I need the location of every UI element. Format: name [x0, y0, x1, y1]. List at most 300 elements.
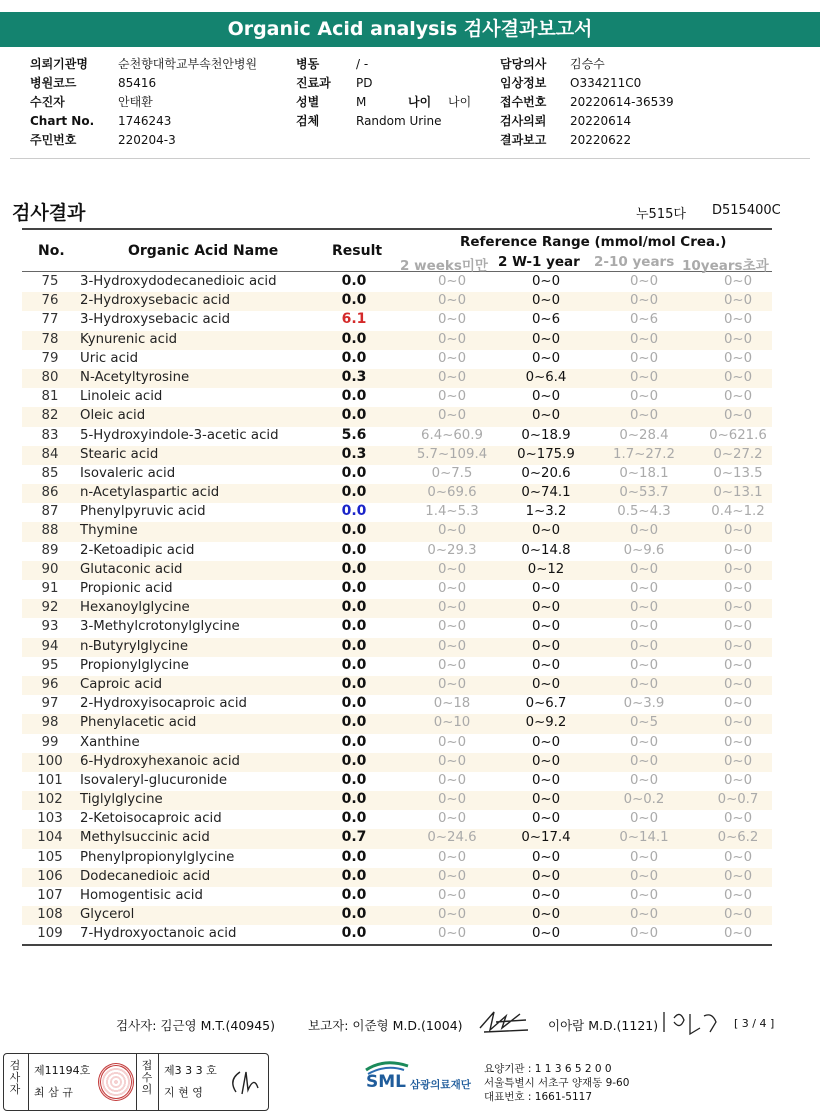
info-row: [296, 112, 471, 131]
cell-ref-2w-1y: 0~74.1: [521, 485, 571, 501]
cell-ref-2w-1y: 0~0: [531, 907, 561, 923]
cell-ref-2weeks: 0~0: [437, 868, 467, 884]
cell-ref-2-10y: 0~0: [629, 581, 659, 596]
cell-ref-over10y: 0~0: [723, 542, 753, 558]
cell-ref-2-10y: 0~0: [629, 331, 659, 347]
cell-no: 105: [37, 849, 63, 865]
cell-ref-2w-1y: 0~0: [531, 581, 561, 596]
cell-no: 80: [41, 369, 59, 385]
cell-no: 83: [41, 427, 59, 443]
cell-ref-2w-1y: 1~3.2: [525, 504, 567, 520]
cell-result: 0.0: [341, 522, 367, 539]
cell-name: Phenylpyruvic acid: [80, 504, 206, 520]
cell-name: 5-Hydroxyindole-3-acetic acid: [80, 427, 279, 443]
cell-name: N-Acetyltyrosine: [80, 369, 190, 385]
table-row: [22, 311, 772, 330]
cell-result: 0.0: [341, 464, 367, 481]
cell-ref-2weeks: 0~0: [437, 293, 467, 309]
cell-ref-2-10y: 0~0: [629, 868, 659, 884]
table-row: [22, 734, 772, 753]
cell-name: Stearic acid: [80, 446, 159, 462]
table-row: [22, 273, 772, 292]
table-row: [22, 484, 772, 503]
cell-ref-over10y: 0~0: [723, 772, 753, 788]
cell-result: 0.0: [341, 752, 367, 769]
cell-name: Linoleic acid: [80, 389, 163, 405]
cell-result: 0.7: [341, 829, 367, 846]
cell-result: 0.0: [341, 791, 367, 808]
cell-ref-2-10y: 0~0: [629, 926, 659, 942]
cell-ref-2w-1y: 0~14.8: [521, 542, 571, 558]
cell-result: 0.0: [341, 656, 367, 673]
cell-ref-2weeks: 0~0: [437, 926, 467, 942]
table-row: [22, 657, 772, 676]
cell-ref-over10y: 0~0: [723, 696, 753, 712]
cell-name: Methylsuccinic acid: [80, 830, 210, 846]
cell-ref-2w-1y: 0~0: [531, 350, 561, 366]
cell-ref-2w-1y: 0~0: [531, 849, 561, 865]
license-number: 제11194호: [34, 1064, 91, 1077]
cell-result: 0.0: [341, 925, 367, 942]
info-row: [296, 74, 471, 93]
cell-name: 3-Hydroxydodecanedioic acid: [80, 274, 277, 289]
info-label: 접수번호: [500, 95, 547, 109]
cell-ref-2w-1y: 0~0: [531, 638, 561, 654]
cell-ref-2weeks: 0~0: [437, 389, 467, 405]
cell-name: 2-Ketoisocaproic acid: [80, 811, 222, 827]
cell-name: Xanthine: [80, 734, 140, 750]
info-row: [296, 55, 471, 74]
info-row: [500, 112, 674, 131]
cell-no: 86: [41, 485, 59, 501]
cell-ref-2weeks: 0~69.6: [427, 485, 477, 501]
cell-result: 0.0: [341, 541, 367, 558]
cell-ref-2weeks: 0~0: [437, 312, 467, 328]
info-label: 결과보고: [500, 133, 547, 147]
footer-vertical-label: 접수의: [141, 1059, 153, 1096]
cell-result: 0.0: [341, 388, 367, 405]
cell-ref-over10y: 0~0: [723, 657, 753, 673]
cell-result: 0.0: [341, 887, 367, 903]
cell-ref-2w-1y: 0~0: [531, 792, 561, 808]
official-seal-icon: [98, 1063, 134, 1101]
table-row: [22, 695, 772, 714]
cell-ref-2-10y: 0~53.7: [619, 485, 669, 501]
cell-ref-over10y: 0~0.7: [717, 792, 759, 808]
info-label: Chart No.: [30, 114, 95, 128]
table-row: [22, 906, 772, 925]
cell-ref-2weeks: 0~0: [437, 811, 467, 827]
reporter-signature: 보고자: 이준형 M.D.(1004): [308, 1018, 463, 1033]
cell-ref-2weeks: 0~0: [437, 849, 467, 865]
cell-name: n-Butyrylglycine: [80, 638, 189, 654]
cell-ref-2w-1y: 0~18.9: [521, 427, 571, 443]
cell-ref-2weeks: 0~0: [437, 772, 467, 788]
cell-name: Phenylacetic acid: [80, 715, 197, 731]
cell-name: Propionylglycine: [80, 657, 189, 673]
cell-ref-2-10y: 0~0: [629, 350, 659, 366]
cell-name: Glycerol: [80, 907, 135, 923]
cell-ref-over10y: 0~0: [723, 926, 753, 942]
cell-ref-2-10y: 0~18.1: [619, 465, 669, 481]
info-row: [30, 93, 257, 112]
cell-ref-2w-1y: 0~0: [531, 868, 561, 884]
cell-ref-over10y: 0~0: [723, 369, 753, 385]
table-bottom-rule: [22, 944, 772, 946]
cell-result: 0.0: [341, 637, 367, 654]
section-title: 검사결과: [12, 202, 86, 224]
cell-ref-2weeks: 5.7~109.4: [416, 446, 488, 462]
cell-result: 0.0: [341, 695, 367, 712]
cell-no: 95: [41, 657, 59, 673]
cell-ref-2weeks: 0~0: [437, 753, 467, 769]
cell-ref-2w-1y: 0~6.7: [525, 696, 567, 712]
logo-text: SML: [366, 1072, 406, 1092]
cell-ref-over10y: 0~0: [723, 331, 753, 347]
info-label: 주민번호: [30, 133, 77, 147]
table-row: [22, 887, 772, 906]
table-row: [22, 522, 772, 541]
info-value: 김승수: [570, 57, 605, 71]
cell-ref-2weeks: 6.4~60.9: [421, 427, 483, 443]
cell-ref-2w-1y: 0~0: [531, 408, 561, 424]
info-row: [30, 74, 257, 93]
info-label: 성별: [296, 95, 320, 109]
cell-ref-over10y: 0~0: [723, 868, 753, 884]
info-value: 85416: [118, 76, 157, 90]
cell-ref-over10y: 0~0: [723, 811, 753, 827]
cell-ref-2-10y: 0~0: [629, 600, 659, 616]
cell-ref-2w-1y: 0~0: [531, 389, 561, 405]
cell-name: 2-Ketoadipic acid: [80, 542, 195, 558]
table-row: [22, 292, 772, 311]
cell-no: 103: [37, 811, 63, 827]
cell-no: 93: [41, 619, 59, 635]
cell-ref-2w-1y: 0~0: [531, 753, 561, 769]
table-row: [22, 829, 772, 848]
info-row: [500, 93, 674, 112]
info-label: 수진자: [30, 95, 65, 109]
cell-no: 91: [41, 581, 59, 596]
info-label: 병동: [296, 57, 320, 71]
cell-name: Dodecanedioic acid: [80, 868, 211, 884]
cell-ref-2-10y: 0~0: [629, 753, 659, 769]
signature-scribble-icon: [226, 1066, 262, 1100]
cell-ref-2w-1y: 0~6: [531, 312, 561, 328]
cell-ref-2weeks: 0~18: [433, 696, 471, 712]
cell-ref-2w-1y: 0~0: [531, 600, 561, 616]
info-label: 의뢰기관명: [30, 57, 88, 71]
info-label: 임상정보: [500, 76, 547, 90]
cell-ref-over10y: 0~0: [723, 274, 753, 289]
cell-no: 87: [41, 504, 59, 520]
cell-ref-2w-1y: 0~0: [531, 926, 561, 942]
cell-result: 6.1: [341, 311, 367, 328]
divider: [136, 1054, 137, 1110]
header-reference: Reference Range (mmol/mol Crea.): [460, 234, 727, 250]
table-row: [22, 503, 772, 522]
cell-result: 0.0: [341, 599, 367, 616]
results-table: [22, 273, 772, 945]
cell-ref-over10y: 0~0: [723, 581, 753, 596]
table-row: [22, 849, 772, 868]
table-row: [22, 772, 772, 791]
cell-ref-2weeks: 0~0: [437, 408, 467, 424]
org-name: 삼광의료재단: [410, 1079, 471, 1091]
cell-result: 0.0: [341, 580, 367, 596]
cell-no: 107: [37, 888, 63, 903]
info-value: 안태환: [118, 95, 153, 109]
cell-no: 96: [41, 676, 59, 692]
divider: [10, 158, 810, 159]
divider: [158, 1054, 159, 1110]
license-name: 최 삼 규: [34, 1086, 73, 1099]
cell-ref-over10y: 0~0: [723, 523, 753, 539]
cell-ref-2-10y: 0~0: [629, 638, 659, 654]
report-title: Organic Acid analysis 검사결과보고서: [0, 12, 820, 47]
cell-ref-2-10y: 0~0: [629, 888, 659, 903]
cell-name: 2-Hydroxyisocaproic acid: [80, 696, 247, 712]
info-value: 20220622: [570, 133, 632, 147]
cell-ref-2-10y: 0~5: [629, 715, 659, 731]
table-row: [22, 465, 772, 484]
license-number: 제3 3 3 호: [164, 1064, 217, 1077]
cell-no: 85: [41, 465, 59, 481]
cell-name: n-Acetylaspartic acid: [80, 485, 220, 501]
cell-ref-2-10y: 0.5~4.3: [617, 504, 671, 520]
cell-ref-2w-1y: 0~175.9: [517, 446, 575, 462]
info-label: 병원코드: [30, 76, 77, 90]
cell-ref-2-10y: 0~0: [629, 849, 659, 865]
cell-ref-over10y: 0~0: [723, 600, 753, 616]
cell-no: 79: [41, 350, 59, 366]
cell-ref-2-10y: 0~9.6: [623, 542, 665, 558]
cell-ref-2-10y: 1.7~27.2: [613, 446, 675, 462]
info-row: [500, 55, 674, 74]
table-row: [22, 638, 772, 657]
cell-ref-2weeks: 0~0: [437, 331, 467, 347]
cell-ref-over10y: 0~6.2: [717, 830, 759, 846]
cell-ref-2-10y: 0~6: [629, 312, 659, 328]
cell-name: Homogentisic acid: [80, 888, 203, 903]
sml-logo: [364, 1060, 480, 1100]
cell-ref-2w-1y: 0~0: [531, 657, 561, 673]
cell-no: 75: [41, 274, 59, 289]
cell-result: 0.0: [341, 349, 367, 366]
report-code: D515400C: [712, 203, 781, 218]
info-value: 20220614-36539: [570, 95, 674, 109]
table-row: [22, 388, 772, 407]
cell-ref-2-10y: 0~0: [629, 389, 659, 405]
cell-name: 2-Hydroxysebacic acid: [80, 293, 231, 309]
cell-ref-2-10y: 0~0: [629, 523, 659, 539]
table-row: [22, 331, 772, 350]
cell-result: 0.0: [341, 273, 367, 289]
cell-ref-over10y: 0.4~1.2: [711, 504, 765, 520]
cell-no: 108: [37, 907, 63, 923]
info-row: [500, 131, 674, 150]
cell-no: 104: [37, 830, 63, 846]
cell-ref-2w-1y: 0~9.2: [525, 715, 567, 731]
table-row: [22, 446, 772, 465]
table-row: [22, 350, 772, 369]
header-age-group: 2 weeks미만: [400, 258, 488, 274]
info-value: PD: [356, 76, 373, 90]
info-label: 담당의사: [500, 57, 547, 71]
cell-name: 7-Hydroxyoctanoic acid: [80, 926, 237, 942]
cell-result: 0.0: [341, 714, 367, 731]
cell-ref-2weeks: 0~0: [437, 638, 467, 654]
cell-no: 77: [41, 312, 59, 328]
cell-name: Uric acid: [80, 350, 139, 366]
header-name: Organic Acid Name: [128, 243, 279, 259]
cell-no: 89: [41, 542, 59, 558]
cell-ref-2weeks: 0~0: [437, 888, 467, 903]
table-row: [22, 676, 772, 695]
cell-no: 98: [41, 715, 59, 731]
age-value: 나이: [448, 95, 472, 109]
info-row: [296, 93, 471, 112]
cell-ref-2w-1y: 0~0: [531, 274, 561, 289]
cell-ref-over10y: 0~13.5: [713, 465, 763, 481]
cell-ref-2weeks: 0~0: [437, 907, 467, 923]
cell-ref-2weeks: 0~0: [437, 581, 467, 596]
info-value: 순천향대학교부속천안병원: [118, 57, 258, 71]
cell-ref-2w-1y: 0~0: [531, 293, 561, 309]
cell-name: 3-Methylcrotonylglycine: [80, 619, 240, 635]
info-column-1: [30, 55, 257, 150]
cell-no: 82: [41, 408, 59, 424]
cell-ref-2-10y: 0~0: [629, 369, 659, 385]
cell-no: 81: [41, 389, 59, 405]
info-label: 검체: [296, 114, 320, 128]
cell-ref-2weeks: 0~0: [437, 350, 467, 366]
report-code: 누515다: [636, 207, 686, 222]
cell-result: 0.0: [341, 867, 367, 884]
cell-ref-2-10y: 0~0: [629, 274, 659, 289]
cell-ref-2weeks: 0~0: [437, 600, 467, 616]
cell-name: Kynurenic acid: [80, 331, 178, 347]
cell-name: Isovaleryl-glucuronide: [80, 772, 228, 788]
header-age-group: 10years초과: [682, 258, 769, 274]
cell-ref-2-10y: 0~0: [629, 408, 659, 424]
cell-name: Glutaconic acid: [80, 561, 183, 577]
cell-ref-2w-1y: 0~0: [531, 331, 561, 347]
cell-result: 0.0: [341, 503, 367, 520]
info-value: / -: [356, 57, 369, 71]
table-row: [22, 561, 772, 580]
cell-name: Propionic acid: [80, 581, 173, 596]
cell-ref-2weeks: 0~0: [437, 619, 467, 635]
table-row: [22, 791, 772, 810]
cell-result: 0.0: [341, 848, 367, 865]
info-row: [30, 55, 257, 74]
cell-ref-2weeks: 0~0: [437, 274, 467, 289]
cell-ref-2weeks: 0~0: [437, 369, 467, 385]
cell-ref-2-10y: 0~0: [629, 734, 659, 750]
signature-scribble-icon: [476, 1008, 536, 1036]
cell-ref-2w-1y: 0~0: [531, 772, 561, 788]
cell-ref-2w-1y: 0~20.6: [521, 465, 571, 481]
cell-ref-2-10y: 0~3.9: [623, 696, 665, 712]
info-value: 220204-3: [118, 133, 176, 147]
cell-no: 100: [37, 753, 63, 769]
cell-no: 94: [41, 638, 59, 654]
cell-ref-over10y: 0~0: [723, 293, 753, 309]
cell-ref-over10y: 0~0: [723, 389, 753, 405]
cell-ref-over10y: 0~0: [723, 638, 753, 654]
cell-ref-over10y: 0~0: [723, 619, 753, 635]
cell-result: 0.0: [341, 560, 367, 577]
info-column-2: [296, 55, 471, 131]
header-age-group: 2-10 years: [594, 254, 675, 270]
cell-ref-2w-1y: 0~0: [531, 523, 561, 539]
org-address: 서울특별시 서초구 양재동 9-60: [484, 1077, 630, 1089]
table-row: [22, 542, 772, 561]
cell-result: 0.0: [341, 484, 367, 501]
table-row: [22, 599, 772, 618]
cell-no: 78: [41, 331, 59, 347]
cell-ref-over10y: 0~27.2: [713, 446, 763, 462]
table-row: [22, 810, 772, 829]
cell-ref-2weeks: 0~0: [437, 561, 467, 577]
cell-ref-over10y: 0~0: [723, 849, 753, 865]
cell-name: Tiglylglycine: [80, 792, 163, 808]
cell-ref-over10y: 0~0: [723, 734, 753, 750]
cell-name: Phenylpropionylglycine: [80, 849, 235, 865]
cell-result: 0.0: [341, 771, 367, 788]
cell-ref-2w-1y: 0~0: [531, 676, 561, 692]
cell-ref-2weeks: 0~10: [433, 715, 471, 731]
cell-result: 0.0: [341, 618, 367, 635]
cell-ref-2weeks: 1.4~5.3: [425, 504, 479, 520]
cell-no: 90: [41, 561, 59, 577]
cell-name: Isovaleric acid: [80, 465, 176, 481]
cell-result: 0.0: [341, 292, 367, 309]
cell-result: 0.0: [341, 330, 367, 347]
cell-ref-2w-1y: 0~6.4: [525, 369, 567, 385]
cell-no: 109: [37, 926, 63, 942]
org-contact: [484, 1062, 629, 1104]
cell-result: 0.0: [341, 407, 367, 424]
reporter-signature: 이아람 M.D.(1121): [548, 1018, 659, 1033]
cell-ref-over10y: 0~0: [723, 408, 753, 424]
cell-no: 106: [37, 868, 63, 884]
cell-ref-2w-1y: 0~0: [531, 888, 561, 903]
cell-name: Caproic acid: [80, 676, 163, 692]
table-row: [22, 580, 772, 599]
cell-ref-2w-1y: 0~0: [531, 811, 561, 827]
cell-ref-over10y: 0~621.6: [709, 427, 767, 443]
cell-name: 6-Hydroxyhexanoic acid: [80, 753, 240, 769]
info-row: [30, 131, 257, 150]
cell-ref-over10y: 0~0: [723, 907, 753, 923]
cell-ref-over10y: 0~13.1: [713, 485, 763, 501]
info-column-3: [500, 55, 674, 150]
header-age-group: 2 W-1 year: [498, 254, 580, 270]
license-box: [3, 1053, 269, 1111]
cell-ref-2-10y: 0~0: [629, 907, 659, 923]
cell-ref-2w-1y: 0~0: [531, 734, 561, 750]
cell-ref-2-10y: 0~0: [629, 619, 659, 635]
table-row: [22, 868, 772, 887]
cell-result: 5.6: [341, 426, 367, 443]
info-label: 진료과: [296, 76, 331, 90]
org-code: 요양기관 : 1 1 3 6 5 2 0 0: [484, 1063, 612, 1075]
cell-ref-2weeks: 0~0: [437, 676, 467, 692]
cell-ref-2weeks: 0~0: [437, 657, 467, 673]
cell-result: 0.0: [341, 733, 367, 750]
